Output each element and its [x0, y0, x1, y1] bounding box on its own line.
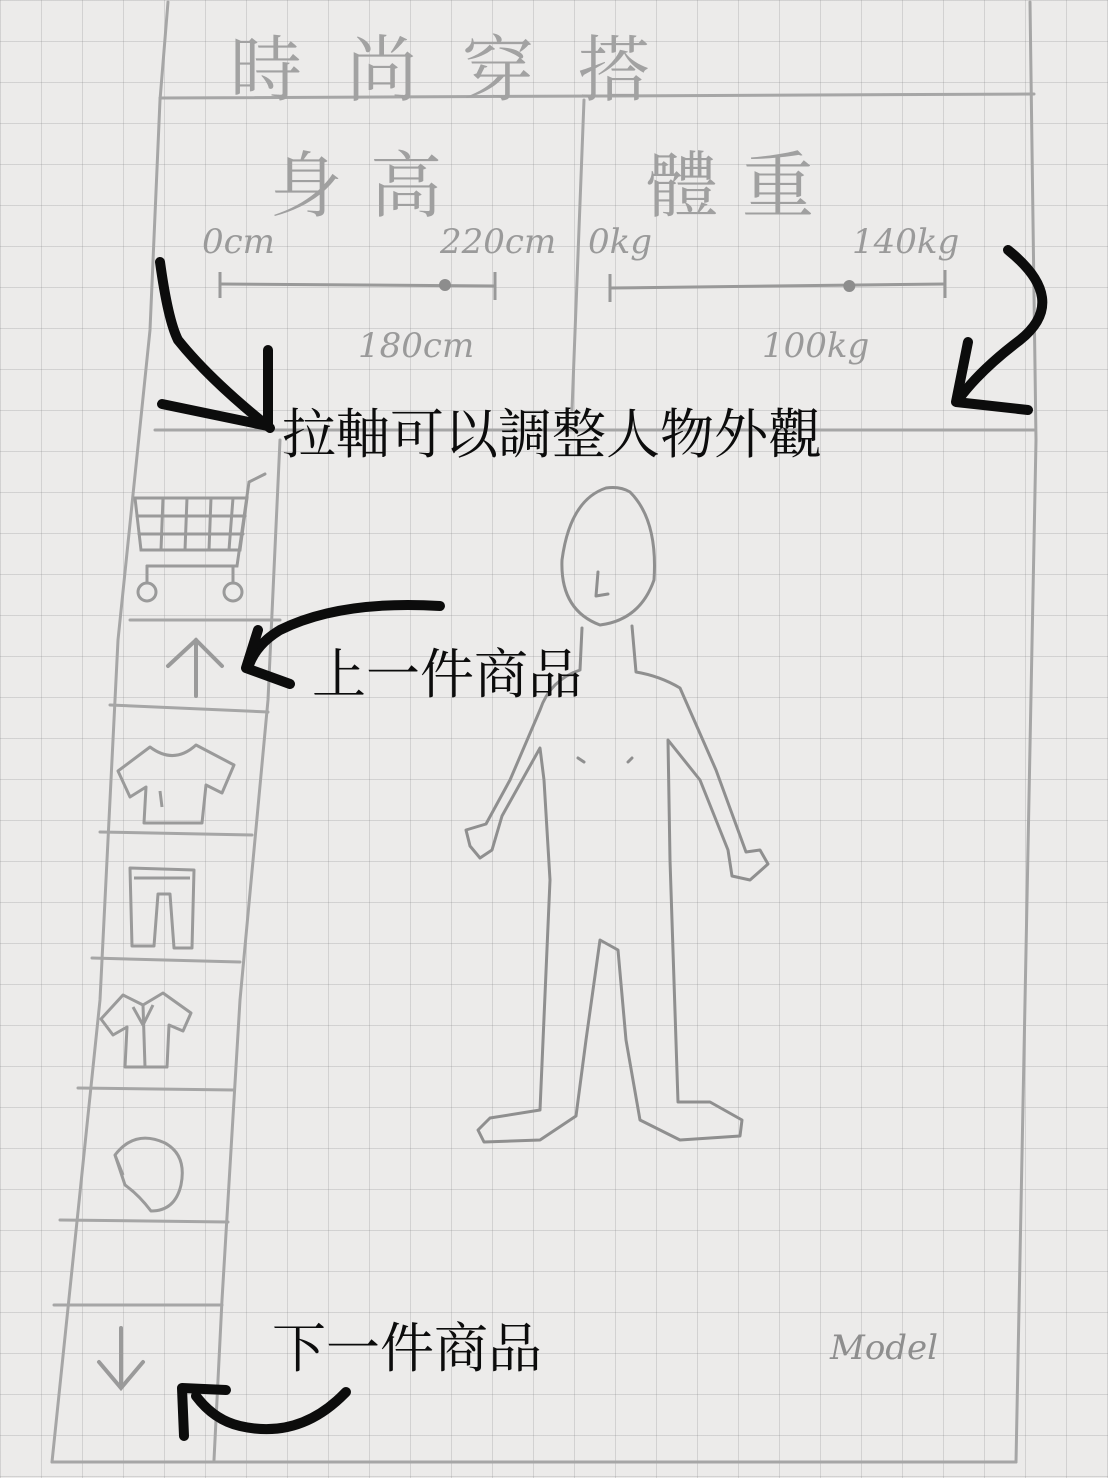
next-item-annotation: 下一件商品 [272, 1317, 542, 1380]
height-label: 身高 [270, 144, 471, 228]
weight-label: 體重 [646, 144, 839, 228]
weight-max-label: 140kg [852, 222, 960, 262]
annotation-arrow-weight [958, 250, 1042, 400]
app-title: 時尚穿搭 [230, 28, 695, 112]
annotation-arrow-next [196, 1392, 346, 1429]
weight-min-label: 0kg [588, 222, 652, 262]
previous-item-annotation: 上一件商品 [312, 643, 582, 706]
height-min-label: 0cm [202, 222, 275, 262]
height-max-label: 220cm [440, 222, 557, 262]
model-label: Model [830, 1328, 939, 1368]
slider-hint-annotation: 拉軸可以調整人物外觀 [282, 403, 822, 466]
height-value-label: 180cm [358, 326, 475, 366]
weight-value-label: 100kg [762, 326, 870, 366]
